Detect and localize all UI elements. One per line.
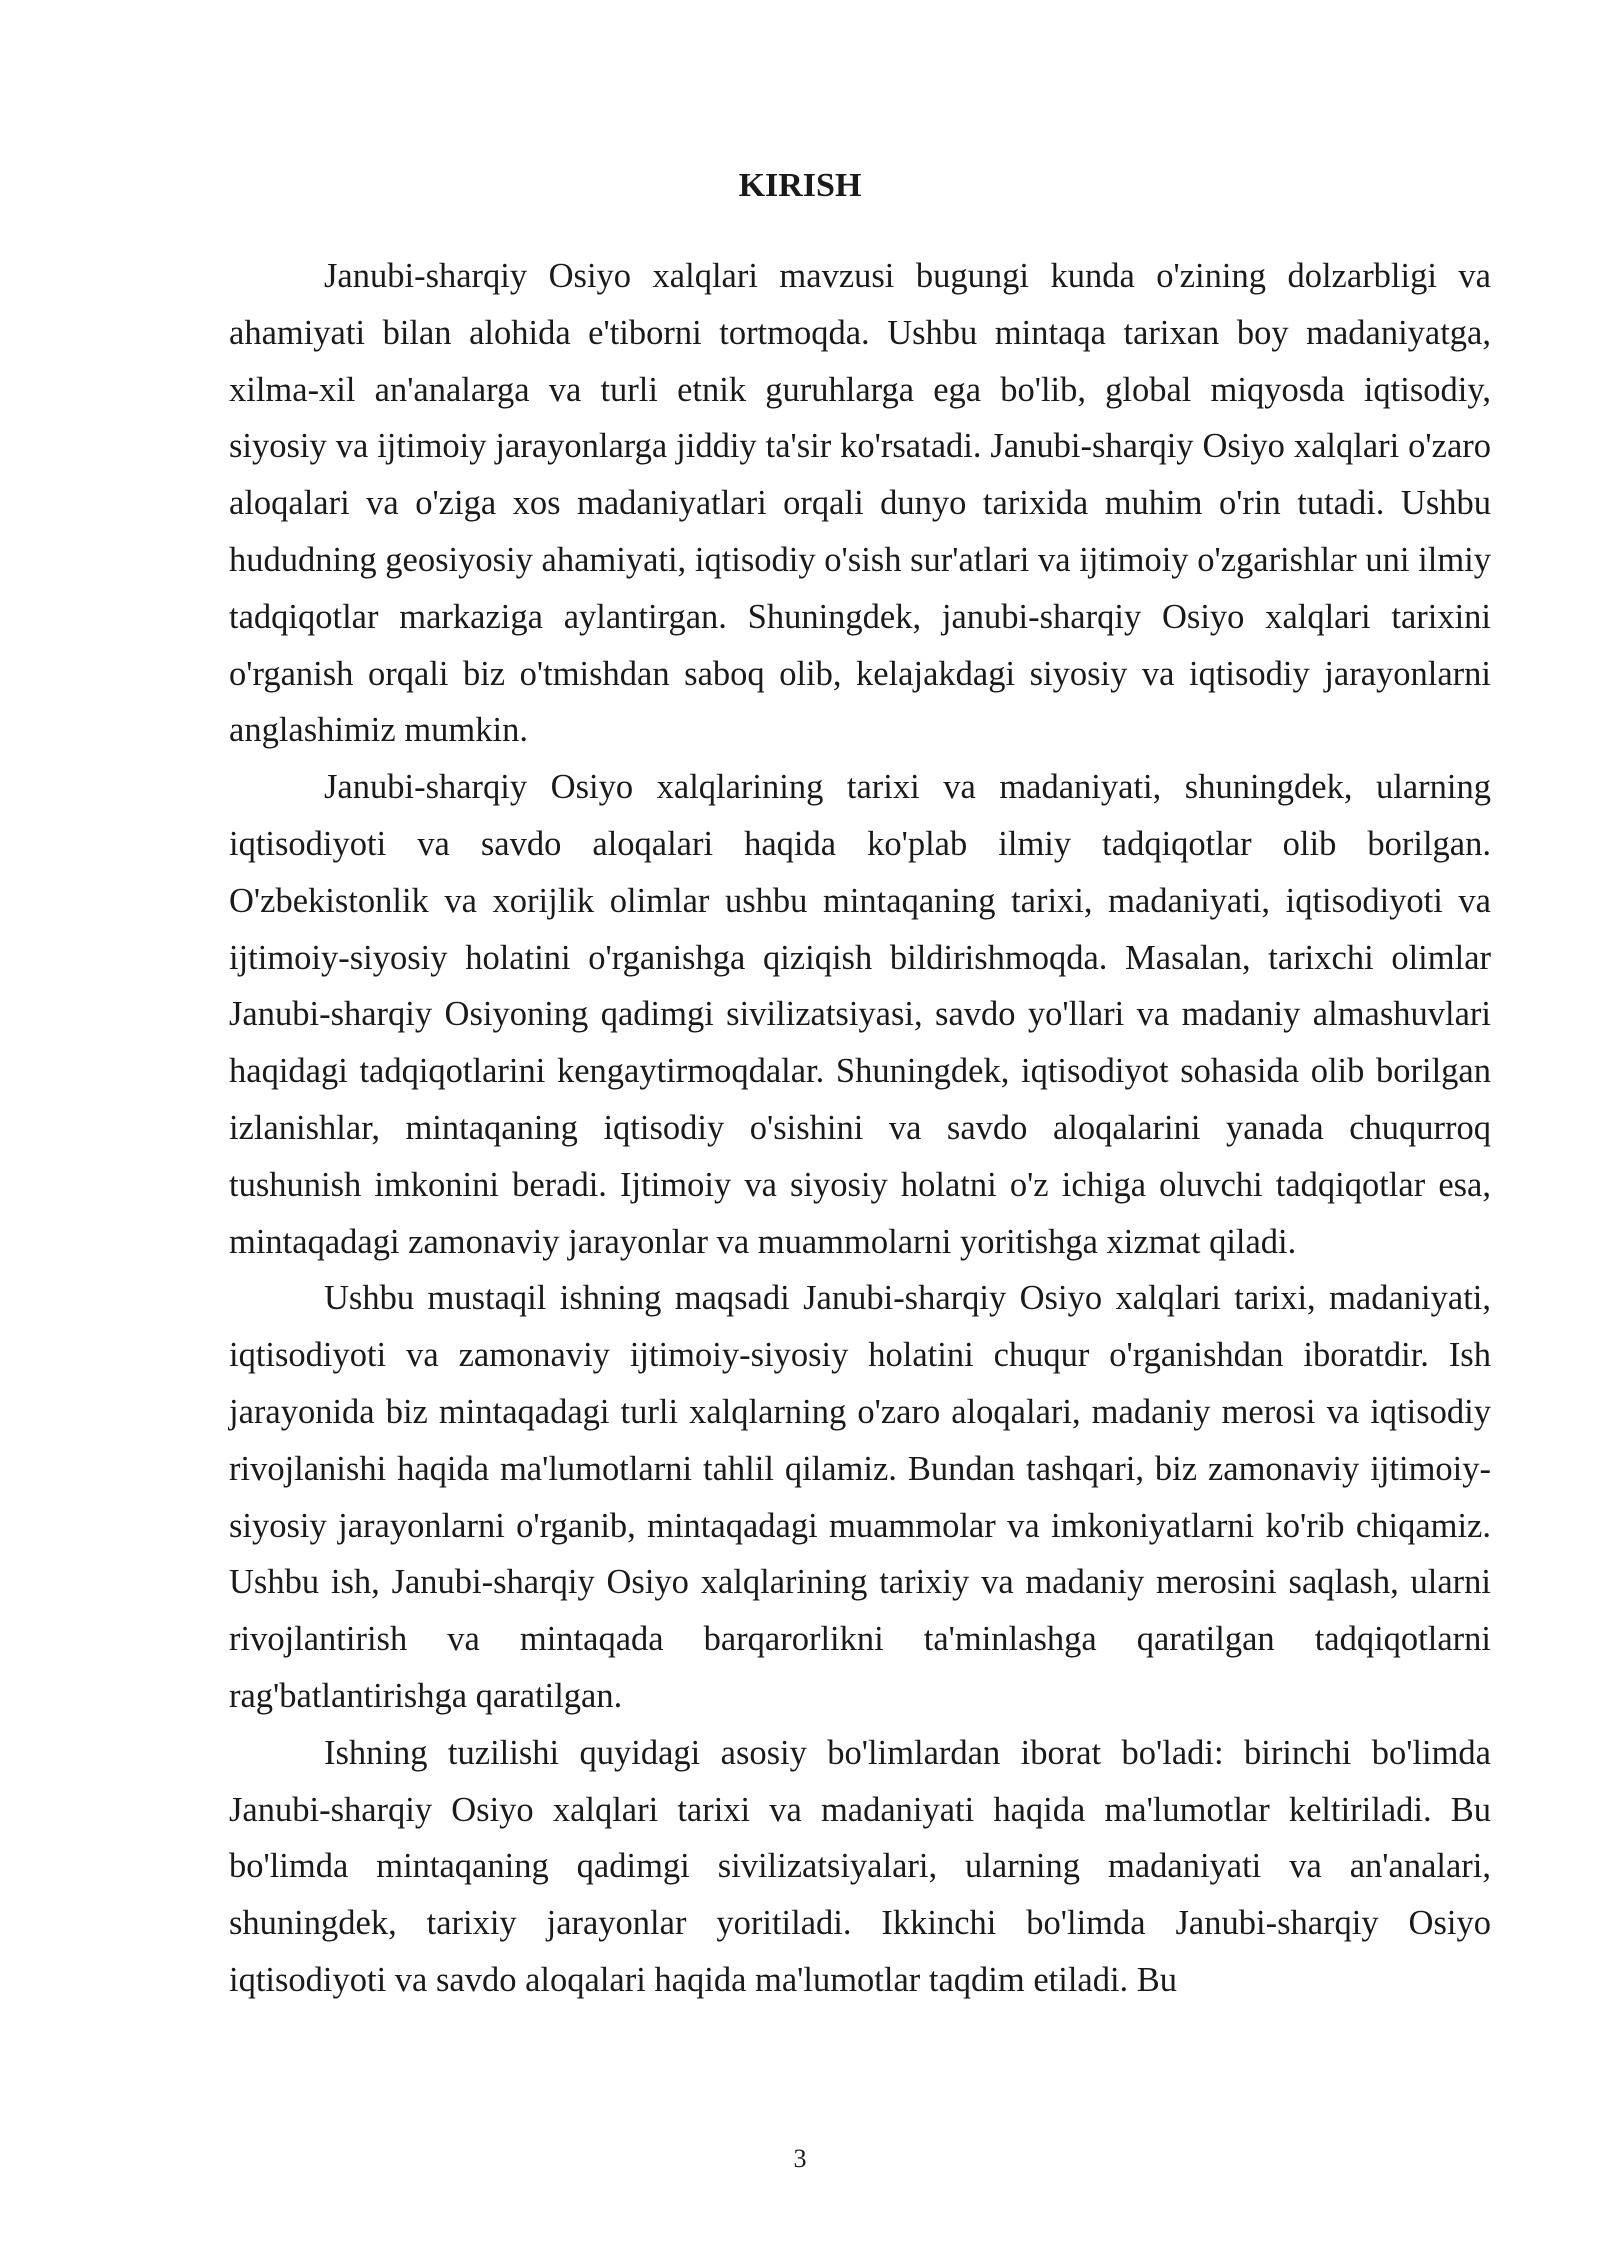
document-body [229, 248, 1491, 2009]
paragraph-1: Janubi-sharqiy Osiyo xalqlari mavzusi bugungi kunda o'zining dolzarbligi va ahamiyati bilan alohida e'tiborni tortmoqda. Ushbu mintaqa tarixan boy madaniyatga, xilma-xil an'analarga va turli etnik guruhlarga ega bo'lib, global miqyosda iqtisodiy, siyosiy va ijtimoiy jarayonlarga jiddiy ta'sir ko'rsatadi. Janubi-sharqiy Osiyo xalqlari o'zaro aloqalari va o'ziga xos madaniyatlari orqali dunyo tarixida muhim o'rin tutadi. Ushbu hududning geosiyosiy ahamiyati, iqtisodiy o'sish sur'atlari va ijtimoiy o'zgarishlar uni ilmiy tadqiqotlar markaziga aylantirgan. Shuningdek, janubi-sharqiy Osiyo xalqlari tarixini o'rganish orqali biz o'tmishdan saboq olib, kelajakdagi siyosiy va iqtisodiy jarayonlarni anglashimiz mumkin. [229, 257, 1491, 750]
page-title: KIRISH [738, 167, 862, 204]
paragraph-2: Janubi-sharqiy Osiyo xalqlarining tarixi va madaniyati, shuningdek, ularning iqtisodiyoti va savdo aloqalari haqida ko'plab ilmiy tadqiqotlar olib borilgan. O'zbekistonlik va xorijlik olimlar ushbu mintaqaning tarixi, madaniyati, iqtisodiyoti va ijtimoiy-siyosiy holatini o'rganishga qiziqish bildirishmoqda. Masalan, tarixchi olimlar Janubi-sharqiy Osiyoning qadimgi sivilizatsiyasi, savdo yo'llari va madaniy almashuvlari haqidagi tadqiqotlarini kengaytirmoqdalar. Shuningdek, iqtisodiyot sohasida olib borilgan izlanishlar, mintaqaning iqtisodiy o'sishini va savdo aloqalarini yanada chuqurroq tushunish imkonini beradi. Ijtimoiy va siyosiy holatni o'z ichiga oluvchi tadqiqotlar esa, mintaqadagi zamonaviy jarayonlar va muammolarni yoritishga xizmat qiladi. [229, 768, 1491, 1261]
paragraph-3: Ushbu mustaqil ishning maqsadi Janubi-sharqiy Osiyo xalqlari tarixi, madaniyati, iqtisodiyoti va zamonaviy ijtimoiy-siyosiy holatini chuqur o'rganishdan iboratdir. Ish jarayonida biz mintaqadagi turli xalqlarning o'zaro aloqalari, madaniy merosi va iqtisodiy rivojlanishi haqida ma'lumotlarni tahlil qilamiz. Bundan tashqari, biz zamonaviy ijtimoiy-siyosiy jarayonlarni o'rganib, mintaqadagi muammolar va imkoniyatlarni ko'rib chiqamiz. Ushbu ish, Janubi-sharqiy Osiyo xalqlarining tarixiy va madaniy merosini saqlash, ularni rivojlantirish va mintaqada barqarorlikni ta'minlashga qaratilgan tadqiqotlarni rag'batlantirishga qaratilgan. [229, 1279, 1491, 1715]
paragraph-4: Ishning tuzilishi quyidagi asosiy bo'limlardan iborat bo'ladi: birinchi bo'limda Janubi-sharqiy Osiyo xalqlari tarixi va madaniyati haqida ma'lumotlar keltiriladi. Bu bo'limda mintaqaning qadimgi sivilizatsiyalari, ularning madaniyati va an'analari, shuningdek, tarixiy jarayonlar yoritiladi. Ikkinchi bo'limda Janubi-sharqiy Osiyo iqtisodiyoti va savdo aloqalari haqida ma'lumotlar taqdim etiladi. Bu [229, 1733, 1491, 1999]
page-number: 3 [793, 2144, 807, 2173]
